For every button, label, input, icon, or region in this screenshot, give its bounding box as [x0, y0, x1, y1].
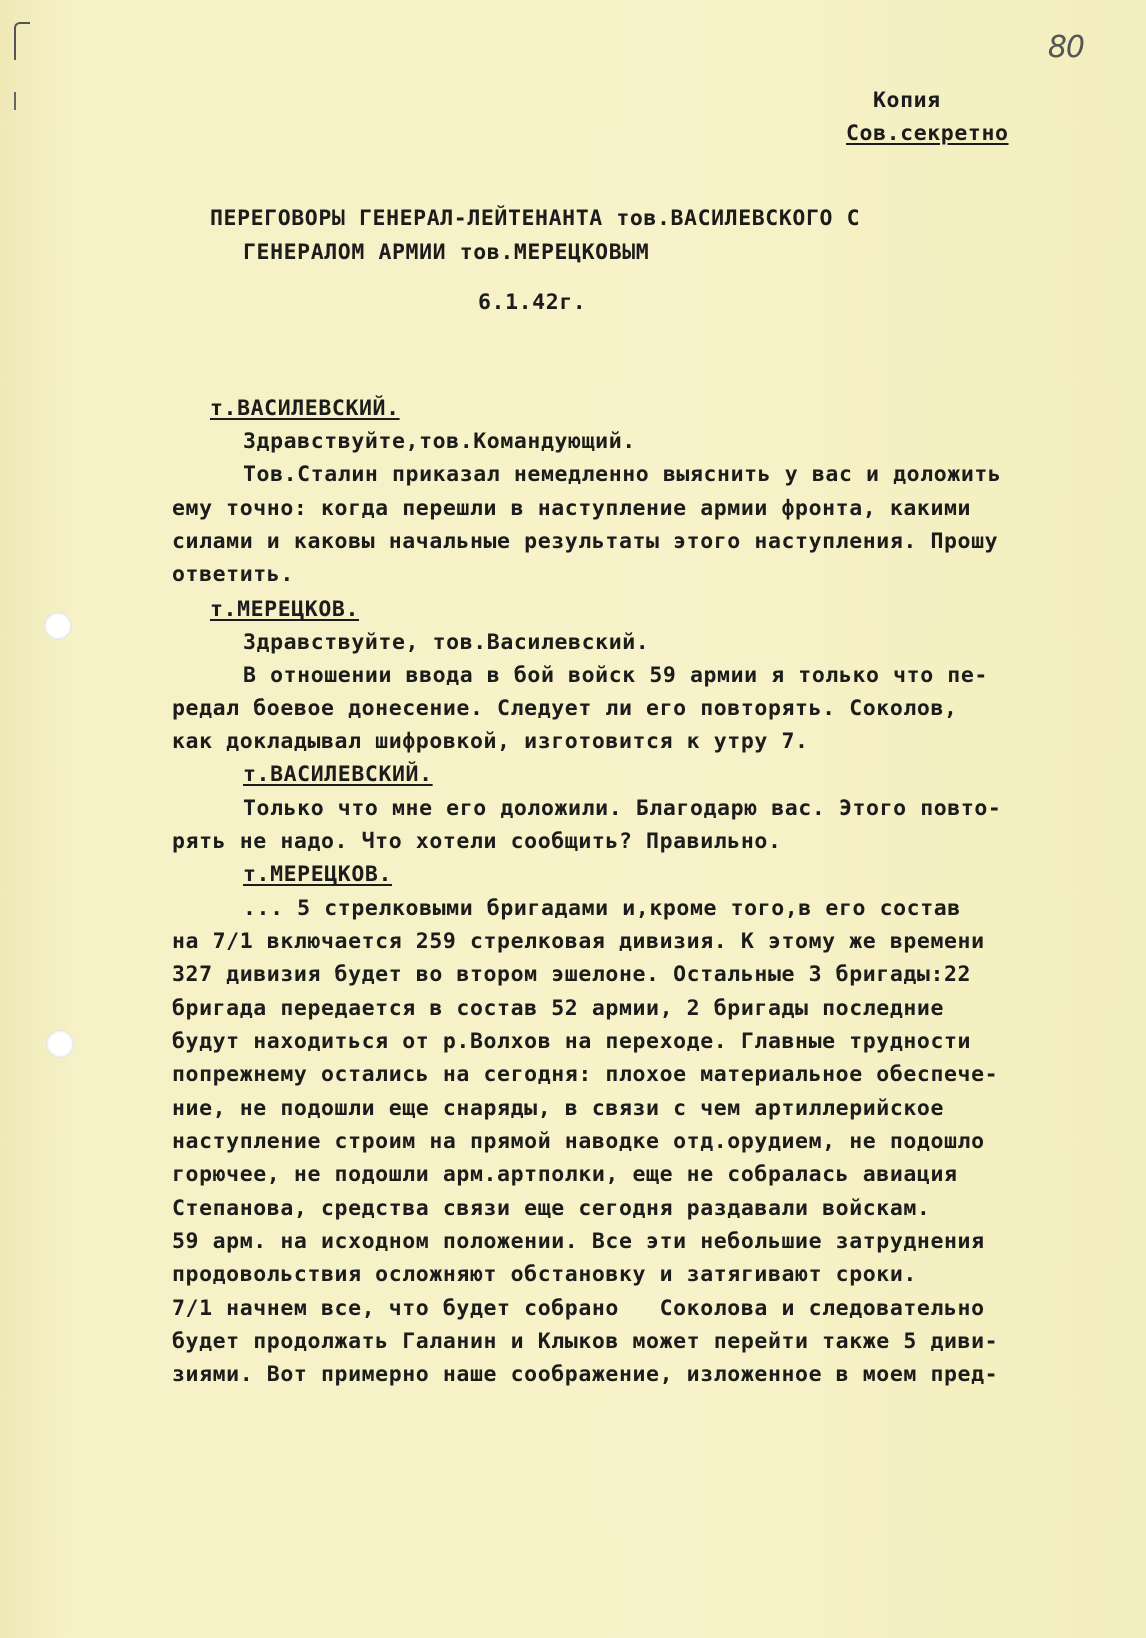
text-line: продовольствия осложняют обстановку и затягивают сроки. [172, 1262, 917, 1287]
speaker-label: т.МЕРЕЦКОВ. [210, 597, 359, 622]
text-line: рять не надо. Что хотели сообщить? Правильно. [172, 829, 782, 854]
text-line: 7/1 начнем все, что будет собрано Соколова и следовательно [172, 1296, 985, 1321]
speaker-label: т.ВАСИЛЕВСКИЙ. [243, 762, 433, 787]
title-line-2: ГЕНЕРАЛОМ АРМИИ тов.МЕРЕЦКОВЫМ [243, 240, 650, 265]
text-line: редал боевое донесение. Следует ли его повторять. Соколов, [172, 696, 958, 721]
text-line: попрежнему остались на сегодня: плохое материальное обеспече- [172, 1062, 999, 1087]
text-line: ему точно: когда перешли в наступление армии фронта, какими [172, 496, 972, 521]
handwritten-page-number: 80 [1047, 30, 1084, 65]
copy-label: Копия [873, 88, 941, 113]
text-line: В отношении ввода в бой войск 59 армии я только что пе- [243, 663, 988, 688]
text-line: Только что мне его доложили. Благодарю вас. Этого повто- [243, 796, 1002, 821]
text-line: ответить. [172, 562, 294, 587]
text-line: Здравствуйте, тов.Василевский. [243, 630, 650, 655]
text-line: на 7/1 включается 259 стрелковая дивизия. К этому же времени [172, 929, 985, 954]
binding-mark [14, 92, 16, 110]
text-line: зиями. Вот примерно наше соображение, изложенное в моем пред- [172, 1362, 999, 1387]
text-line: будут находиться от р.Волхов на переходе. Главные трудности [172, 1029, 972, 1054]
speaker-label: т.МЕРЕЦКОВ. [243, 862, 392, 887]
text-line: ние, не подошли еще снаряды, в связи с чем артиллерийское [172, 1096, 945, 1121]
text-line: как докладывал шифровкой, изготовится к утру 7. [172, 729, 809, 754]
title-line-1: ПЕРЕГОВОРЫ ГЕНЕРАЛ-ЛЕЙТЕНАНТА тов.ВАСИЛЕВСКОГО С [210, 206, 861, 231]
speaker-label: т.ВАСИЛЕВСКИЙ. [210, 396, 400, 421]
document-date: 6.1.42г. [478, 290, 587, 315]
text-line: Здравствуйте,тов.Командующий. [243, 429, 636, 454]
text-line: ... 5 стрелковыми бригадами и,кроме того,в его состав [243, 896, 961, 921]
classification-label: Сов.секретно [846, 121, 1009, 146]
text-line: силами и каковы начальные результаты этого наступления. Прошу [172, 529, 999, 554]
punch-hole [46, 1030, 74, 1058]
text-line: Тов.Сталин приказал немедленно выяснить у вас и доложить [243, 462, 1002, 487]
text-line: Степанова, средства связи еще сегодня раздавали войскам. [172, 1196, 931, 1221]
punch-hole [44, 612, 72, 640]
text-line: будет продолжать Галанин и Клыков может перейти также 5 диви- [172, 1329, 999, 1354]
text-line: горючее, не подошли арм.артполки, еще не собралась авиация [172, 1162, 958, 1187]
text-line: бригада передается в состав 52 армии, 2 бригады последние [172, 996, 945, 1021]
text-line: 59 арм. на исходном положении. Все эти небольшие затруднения [172, 1229, 985, 1254]
binding-mark [14, 22, 30, 60]
text-line: 327 дивизия будет во втором эшелоне. Остальные 3 бригады:22 [172, 962, 972, 987]
text-line: наступление строим на прямой наводке отд.орудием, не подошло [172, 1129, 985, 1154]
